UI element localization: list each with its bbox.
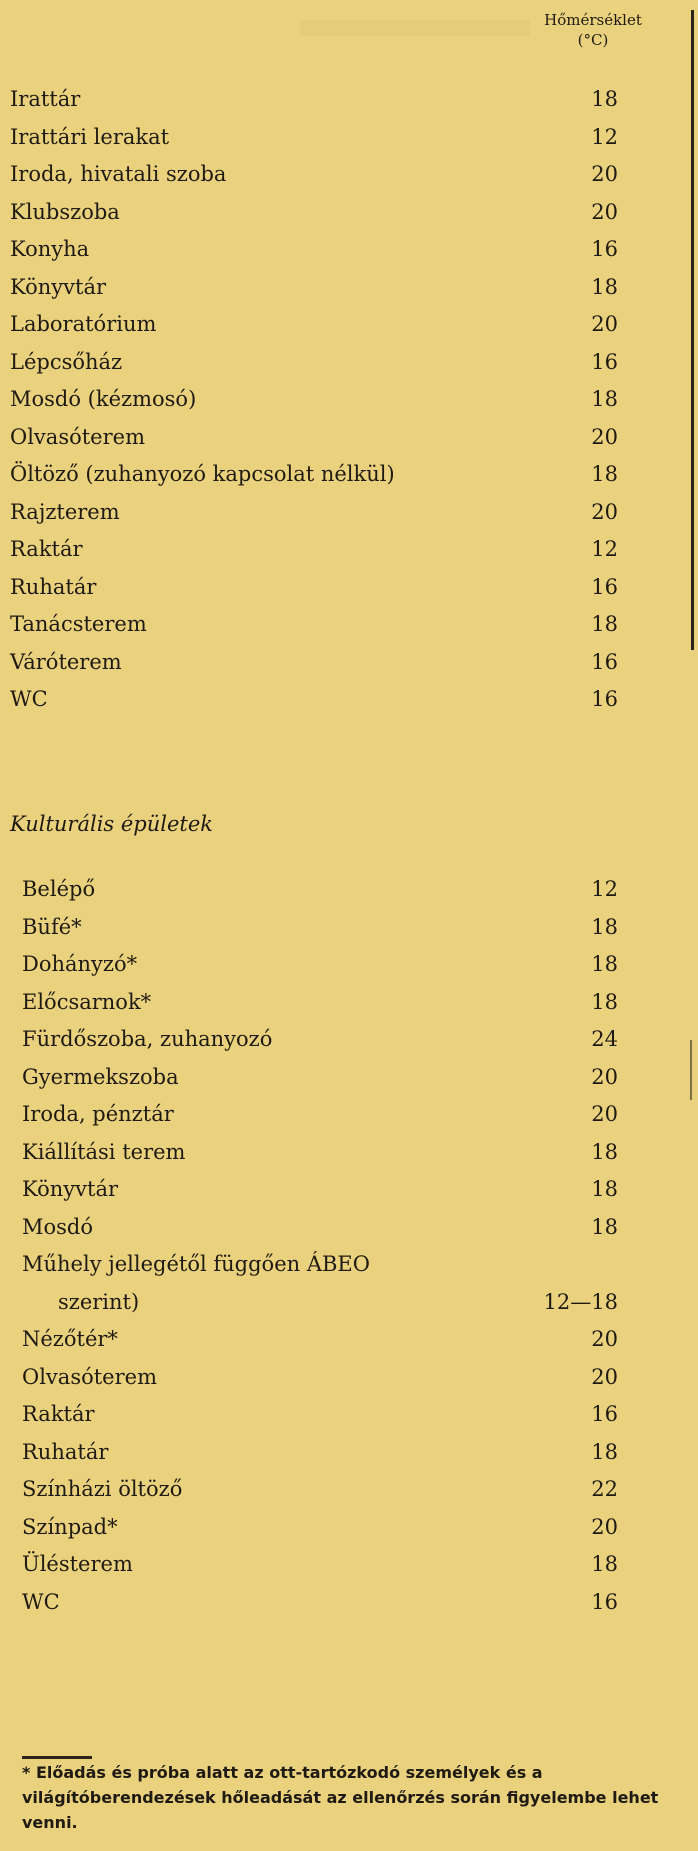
temperature-value: 20 xyxy=(591,1327,618,1351)
room-name: Könyvtár xyxy=(22,1177,119,1201)
room-name: Ruhatár xyxy=(10,574,97,599)
room-name: Öltöző (zuhanyozó kapcsolat nélkül) xyxy=(10,462,395,486)
temperature-value: 18 xyxy=(591,952,618,976)
temperature-value: 20 xyxy=(591,199,618,224)
table-row xyxy=(0,343,698,381)
table-row xyxy=(0,568,698,606)
temperature-value: 18 xyxy=(591,914,618,939)
table-row xyxy=(0,945,698,983)
table-row xyxy=(0,118,698,156)
temperature-value: 16 xyxy=(591,649,618,674)
table-row xyxy=(0,1358,698,1396)
room-name: Könyvtár xyxy=(10,274,107,299)
room-name: Előcsarnok* xyxy=(22,989,152,1014)
temperature-value: 16 xyxy=(591,574,618,599)
room-name: Nézőtér* xyxy=(22,1327,118,1351)
temperature-value: 20 xyxy=(591,424,618,449)
footnote: * Előadás és próba alatt az ott-tartózkodó személyek és a világítóberendezések hőleadását az ellenőrzés során figyelembe lehet venni. xyxy=(22,1763,659,1832)
temperature-value: 16 xyxy=(591,1589,618,1614)
temperature-value: 20 xyxy=(591,499,618,524)
table-row xyxy=(0,1395,698,1433)
temperature-column-header xyxy=(528,10,658,50)
temperature-value: 18 xyxy=(591,1214,618,1239)
table-row xyxy=(0,1320,698,1358)
room-name: Színházi öltöző xyxy=(22,1477,183,1501)
header-label-line2: (°C) xyxy=(577,31,609,49)
temperature-value: 12 xyxy=(591,124,618,149)
room-name: Ruhatár xyxy=(22,1439,109,1464)
table-row xyxy=(0,155,698,193)
temperature-value: 12—18 xyxy=(543,1289,618,1314)
table-row xyxy=(0,380,698,418)
table-row xyxy=(0,1245,698,1283)
temperature-value: 18 xyxy=(591,274,618,299)
table-row xyxy=(0,1208,698,1246)
table-row xyxy=(0,305,698,343)
table-row xyxy=(0,1545,698,1583)
room-name: Büfé* xyxy=(22,914,82,939)
table-row xyxy=(0,230,698,268)
table-row xyxy=(0,1170,698,1208)
table-row xyxy=(0,680,698,718)
table-row xyxy=(0,1058,698,1096)
table-row xyxy=(0,1470,698,1508)
room-name: Irattár xyxy=(10,87,81,111)
table-row xyxy=(0,643,698,681)
temperature-value: 20 xyxy=(591,1514,618,1539)
room-name: Belépő xyxy=(22,877,96,901)
temperature-value: 20 xyxy=(591,312,618,336)
room-name: Rajzterem xyxy=(10,499,120,524)
room-name: Váróterem xyxy=(10,649,122,674)
temperature-value: 18 xyxy=(591,1177,618,1201)
room-name: WC xyxy=(10,687,48,711)
table-row xyxy=(0,1583,698,1621)
section-title: Kulturális épületek xyxy=(10,812,214,836)
temperature-value: 20 xyxy=(591,1102,618,1126)
room-name: Raktár xyxy=(10,537,83,561)
temperature-value: 18 xyxy=(591,1552,618,1576)
table-row xyxy=(0,870,698,908)
room-name: Színpad* xyxy=(22,1514,118,1539)
table-row xyxy=(0,1508,698,1546)
temperature-value: 18 xyxy=(591,462,618,486)
temperature-value: 24 xyxy=(591,1027,618,1051)
room-name: Konyha xyxy=(10,237,90,261)
temperature-value: 16 xyxy=(591,1402,618,1426)
table-row xyxy=(0,80,698,118)
temperature-value: 18 xyxy=(591,1139,618,1164)
room-name: Irattári lerakat xyxy=(10,124,170,149)
room-name: Ülésterem xyxy=(22,1552,133,1576)
room-name: Dohányzó* xyxy=(22,952,138,976)
temperature-value: 12 xyxy=(591,537,618,561)
footnote-divider xyxy=(22,1756,92,1759)
room-name: Tanácsterem xyxy=(10,612,147,636)
temperature-value: 16 xyxy=(591,349,618,374)
table-row xyxy=(0,908,698,946)
room-name: Iroda, hivatali szoba xyxy=(10,162,227,186)
table-row xyxy=(0,418,698,456)
temperature-value: 16 xyxy=(591,687,618,711)
room-name: Laboratórium xyxy=(10,312,157,336)
room-name: Lépcsőház xyxy=(10,349,123,374)
room-name: Klubszoba xyxy=(10,199,120,224)
table-row xyxy=(0,1433,698,1471)
temperature-value: 12 xyxy=(591,877,618,901)
table-row xyxy=(0,1095,698,1133)
table-row xyxy=(0,983,698,1021)
temperature-value: 20 xyxy=(591,1064,618,1089)
temperature-value: 18 xyxy=(591,387,618,411)
temperature-value: 18 xyxy=(591,87,618,111)
temperature-value: 16 xyxy=(591,237,618,261)
temperature-value: 18 xyxy=(591,1439,618,1464)
temperature-value: 22 xyxy=(591,1477,618,1501)
room-name: WC xyxy=(22,1589,60,1614)
table-row xyxy=(0,1133,698,1171)
table-header xyxy=(0,10,698,80)
temperature-value: 20 xyxy=(591,1364,618,1389)
table-row xyxy=(0,268,698,306)
temperature-value: 20 xyxy=(591,162,618,186)
room-name: Iroda, pénztár xyxy=(22,1102,174,1126)
room-name: Olvasóterem xyxy=(10,424,145,449)
room-name: Fürdőszoba, zuhanyozó xyxy=(22,1027,273,1051)
table-row xyxy=(0,530,698,568)
room-name: szerint) xyxy=(58,1289,140,1314)
room-name: Olvasóterem xyxy=(22,1364,157,1389)
table-row xyxy=(0,493,698,531)
temperature-value: 18 xyxy=(591,989,618,1014)
header-label-line1: Hőmérséklet xyxy=(544,11,642,29)
room-name: Kiállítási terem xyxy=(22,1139,186,1164)
table-row xyxy=(0,1020,698,1058)
table-row xyxy=(0,455,698,493)
room-name: Műhely jellegétől függően ÁBEO xyxy=(22,1252,370,1276)
room-name: Mosdó xyxy=(22,1214,94,1239)
room-name: Mosdó (kézmosó) xyxy=(10,387,197,411)
temperature-value: 18 xyxy=(591,612,618,636)
room-name: Raktár xyxy=(22,1402,95,1426)
room-name: Gyermekszoba xyxy=(22,1064,179,1089)
table-row xyxy=(0,193,698,231)
table-row xyxy=(0,605,698,643)
table-row xyxy=(0,1283,698,1321)
